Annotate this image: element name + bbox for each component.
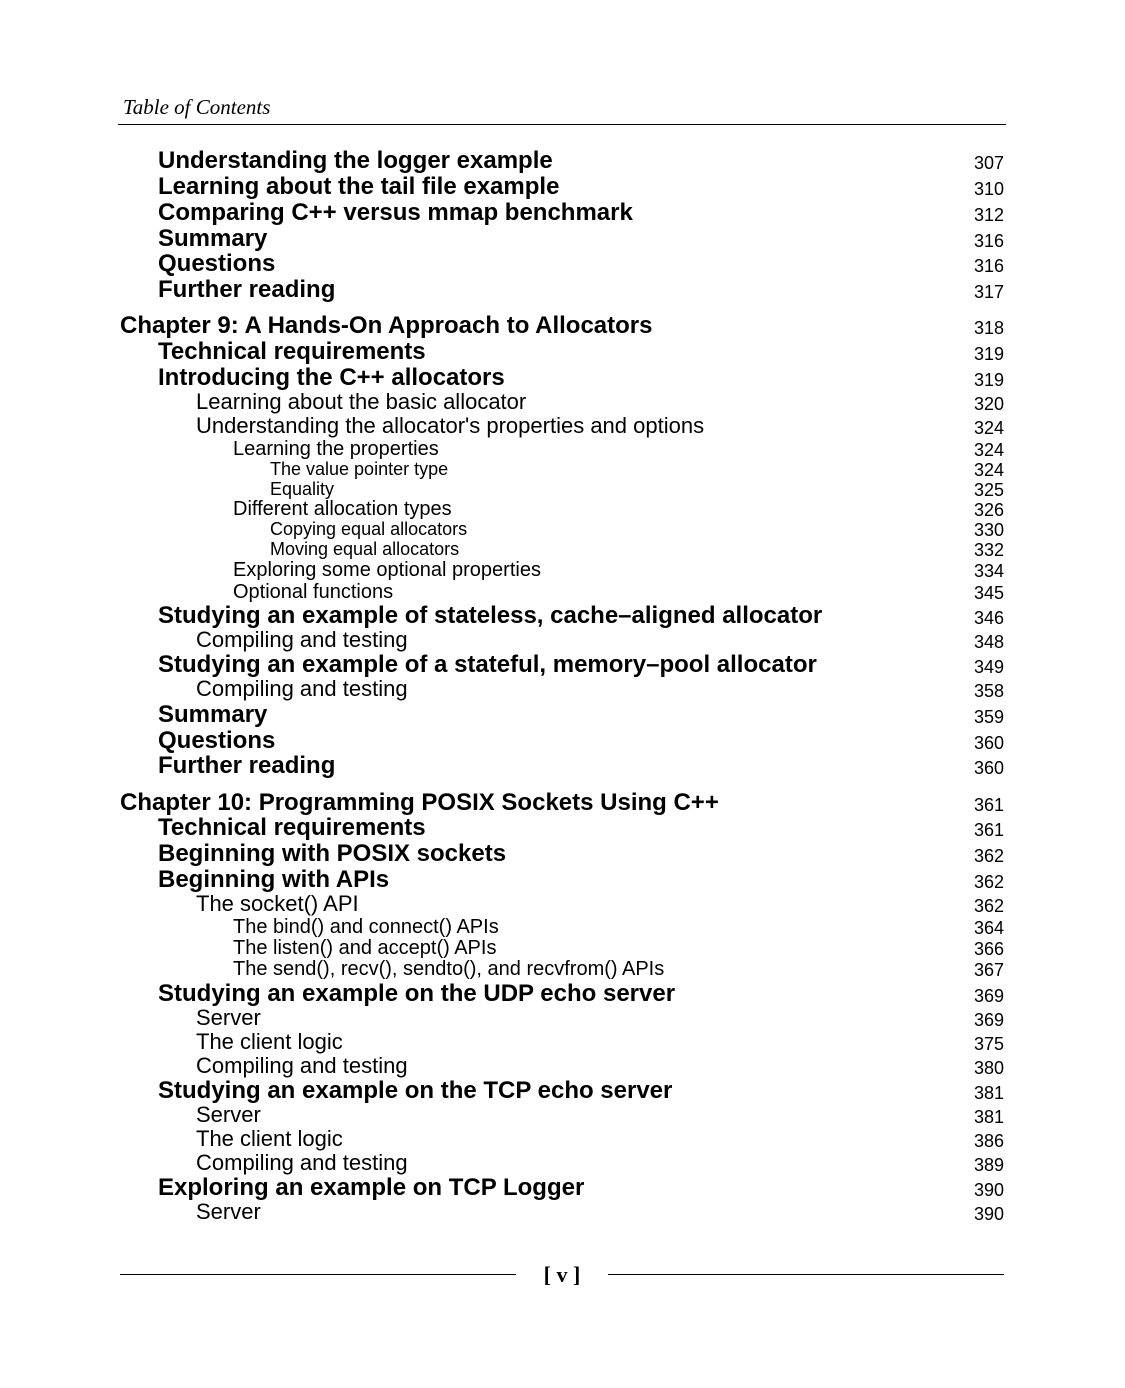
toc-entry-label: The client logic: [196, 1029, 343, 1054]
toc-entry-page: 310: [974, 179, 1005, 199]
toc-entry-page: 349: [974, 657, 1005, 677]
toc-entry-page: 364: [974, 918, 1005, 938]
toc-entry-page: 367: [974, 960, 1005, 980]
toc-entry-page: 369: [974, 986, 1005, 1006]
toc-entry: [0, 1176, 1125, 1204]
toc-entry-label: Exploring some optional properties: [233, 559, 541, 581]
toc-entry-label: Understanding the logger example: [158, 147, 553, 174]
toc-entry-label: Comparing C++ versus mmap benchmark: [158, 199, 633, 226]
toc-entry-label: Studying an example on the TCP echo server: [158, 1077, 673, 1104]
toc-entry-label: Learning about the tail file example: [158, 173, 560, 200]
toc-entry-label: The client logic: [196, 1126, 343, 1151]
toc-entry-page: 316: [974, 256, 1005, 276]
toc-entry-page: 361: [974, 820, 1005, 840]
toc-entry-page: 386: [974, 1131, 1005, 1151]
toc-entry-label: Understanding the allocator's properties and options: [196, 413, 705, 438]
toc-entry-page: 381: [974, 1107, 1005, 1127]
toc-entry-page: 316: [974, 231, 1005, 251]
toc-entry-label: The bind() and connect() APIs: [233, 916, 499, 938]
toc-entry-label: Optional functions: [233, 581, 394, 603]
toc-entry-label: Summary: [158, 225, 268, 252]
toc-entry-page: 366: [974, 939, 1005, 959]
toc-entry-page: 362: [974, 872, 1005, 892]
toc-entry-page: 381: [974, 1083, 1005, 1103]
toc-entry-label: Chapter 10: Programming POSIX Sockets Using C++: [120, 789, 719, 816]
toc-entry-label: Further reading: [158, 276, 336, 303]
toc-entry-page: 345: [974, 583, 1005, 603]
toc-entry: [0, 1079, 1125, 1107]
toc-entry-page: 330: [974, 520, 1005, 540]
toc-entry-page: 319: [974, 344, 1005, 364]
toc-entry: [0, 1201, 1125, 1229]
toc-entry-page: 332: [974, 540, 1005, 560]
toc-entry: [0, 868, 1125, 896]
toc-entry-page: 324: [974, 440, 1005, 460]
toc-entry-page: 317: [974, 282, 1005, 302]
toc-entry-page: 348: [974, 632, 1005, 652]
running-header: Table of Contents: [123, 95, 271, 119]
toc-entry-page: 362: [974, 846, 1005, 866]
toc-entry-page: 362: [974, 896, 1005, 916]
toc-entry-label: Compiling and testing: [196, 676, 408, 701]
toc-entry-page: 324: [974, 418, 1005, 438]
toc-entry-label: Questions: [158, 727, 276, 754]
toc-entry: [0, 278, 1125, 306]
toc-entry-label: The listen() and accept() APIs: [233, 937, 497, 959]
toc-entry-label: Exploring an example on TCP Logger: [158, 1174, 585, 1201]
toc-entry: [0, 604, 1125, 632]
toc-entry-page: 380: [974, 1058, 1005, 1078]
toc-entry-label: The send(), recv(), sendto(), and recvfrom() APIs: [233, 958, 665, 980]
toc-entry-label: Compiling and testing: [196, 1150, 408, 1175]
toc-entry-label: Chapter 9: A Hands-On Approach to Allocators: [120, 312, 653, 339]
toc-entry-label: Technical requirements: [158, 814, 426, 841]
toc-entry-label: Learning about the basic allocator: [196, 389, 527, 414]
toc-entry-page: 312: [974, 205, 1005, 225]
toc-entry-label: Further reading: [158, 752, 336, 779]
toc-entry-label: Moving equal allocators: [270, 539, 460, 559]
toc-entry-label: Technical requirements: [158, 338, 426, 365]
toc-entry-page: 361: [974, 795, 1005, 815]
toc-entry-label: Studying an example of a stateful, memory–pool allocator: [158, 651, 817, 678]
footer-rule-left: [120, 1274, 516, 1275]
toc-entry-label: Server: [196, 1199, 261, 1224]
toc-entry-page: 360: [974, 733, 1005, 753]
toc-entry: [0, 982, 1125, 1010]
toc-entry-page: 324: [974, 460, 1005, 480]
toc-entry-label: Compiling and testing: [196, 627, 408, 652]
toc-entry-page: 390: [974, 1180, 1005, 1200]
toc-entry-label: Compiling and testing: [196, 1053, 408, 1078]
toc-entry-label: Questions: [158, 250, 276, 277]
toc-entry-page: 359: [974, 707, 1005, 727]
toc-entry-label: Learning the properties: [233, 438, 439, 460]
toc-entry: [0, 653, 1125, 681]
toc-entry-label: Studying an example on the UDP echo server: [158, 980, 676, 1007]
toc-entry-page: 390: [974, 1204, 1005, 1224]
toc-entry-page: 346: [974, 608, 1005, 628]
footer-page-number: [ v ]: [543, 1262, 581, 1287]
toc-entry: [0, 754, 1125, 782]
toc-entry-label: Different allocation types: [233, 498, 452, 520]
toc-entry-page: 307: [974, 153, 1005, 173]
toc-entry-page: 358: [974, 681, 1005, 701]
toc-entry-label: Summary: [158, 701, 268, 728]
toc-entry-page: 375: [974, 1034, 1005, 1054]
toc-entry-label: Introducing the C++ allocators: [158, 364, 505, 391]
toc-entry-label: Beginning with POSIX sockets: [158, 840, 507, 867]
toc-entry-label: Studying an example of stateless, cache–aligned allocator: [158, 602, 823, 629]
toc-entry-page: 326: [974, 500, 1005, 520]
toc-entry-page: 369: [974, 1010, 1005, 1030]
toc-entry-page: 360: [974, 758, 1005, 778]
toc-entry-label: The socket() API: [196, 891, 359, 916]
toc-entry: [0, 366, 1125, 394]
toc-entry-label: The value pointer type: [270, 459, 449, 479]
toc-entry-page: 319: [974, 370, 1005, 390]
toc-entry-label: Beginning with APIs: [158, 866, 390, 893]
toc-entry-label: Equality: [270, 479, 335, 499]
footer-rule-right: [608, 1274, 1004, 1275]
toc-entry-page: 389: [974, 1155, 1005, 1175]
toc-entry-page: 334: [974, 561, 1005, 581]
toc-entry-page: 325: [974, 480, 1005, 500]
toc-entry-label: Server: [196, 1005, 261, 1030]
toc-entry-page: 320: [974, 394, 1005, 414]
toc-entry-label: Copying equal allocators: [270, 519, 468, 539]
toc-entry-label: Server: [196, 1102, 261, 1127]
toc-entry-page: 318: [974, 318, 1005, 338]
